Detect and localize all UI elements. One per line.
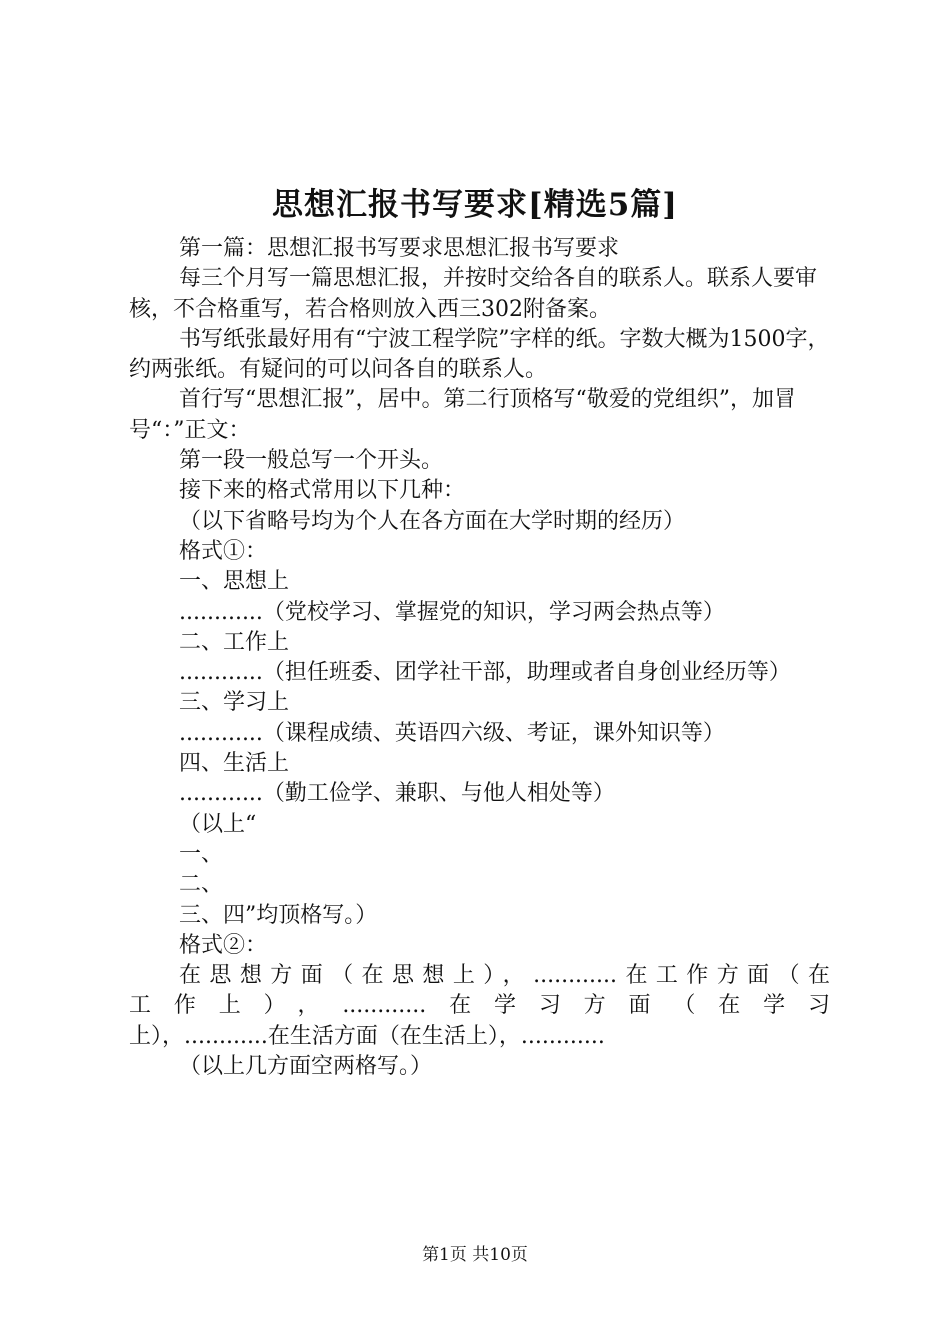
paragraph: （以上几方面空两格写。） [179, 1054, 433, 1080]
paragraph: 书写纸张最好用有“宁波工程学院”字样的纸。字数大概为1500字，约两张纸。有疑问的可以问各自的联系人。 [129, 326, 830, 383]
page-footer: 第1页 共10页 [422, 1245, 528, 1265]
paragraph: 三、学习上 [179, 690, 290, 716]
paragraph: 一、思想上 [179, 569, 290, 595]
paragraph: ............（勤工俭学、兼职、与他人相处等） [179, 781, 615, 807]
paragraph: 一、 [179, 841, 224, 867]
paragraph: 三、四”均顶格写。） [179, 902, 378, 928]
paragraph: （以上“ [179, 811, 257, 837]
paragraph: 第一段一般总写一个开头。 [179, 448, 444, 474]
paragraph: 首行写“思想汇报”，居中。第二行顶格写“敬爱的党组织”，加冒号“：”正文： [129, 387, 796, 443]
paragraph: 接下来的格式常用以下几种： [179, 478, 466, 504]
paragraph: 在思想方面（在思想上），............在工作方面（在 [179, 963, 830, 989]
paragraph: 格式②： [179, 932, 268, 958]
paragraph: ............（党校学习、掌握党的知识，学习两会热点等） [179, 599, 725, 625]
paragraph: ............（课程成绩、英语四六级、考证，课外知识等） [179, 720, 725, 746]
paragraph: 上），............在生活方面（在生活上），............ [129, 1023, 605, 1049]
paragraph: 二、 [179, 872, 224, 898]
paragraph: 第一篇：思想汇报书写要求思想汇报书写要求 [179, 236, 620, 261]
paragraph: （以下省略号均为个人在各方面在大学时期的经历） [179, 508, 686, 534]
paragraph: 格式①： [179, 538, 268, 564]
paragraph: 四、生活上 [179, 751, 290, 777]
paragraph: 二、工作上 [179, 629, 290, 655]
paragraph: ............（担任班委、团学社干部，助理或者自身创业经历等） [179, 660, 791, 686]
paragraph: 每三个月写一篇思想汇报，并按时交给各自的联系人。联系人要审核，不合格重写，若合格则放入西三302附备案。 [129, 266, 818, 322]
document-title: 思想汇报书写要求[精选5篇] [272, 187, 678, 223]
document-body [129, 234, 830, 1082]
paragraph: 工作上），............在学习方面（在学习 [129, 993, 830, 1019]
